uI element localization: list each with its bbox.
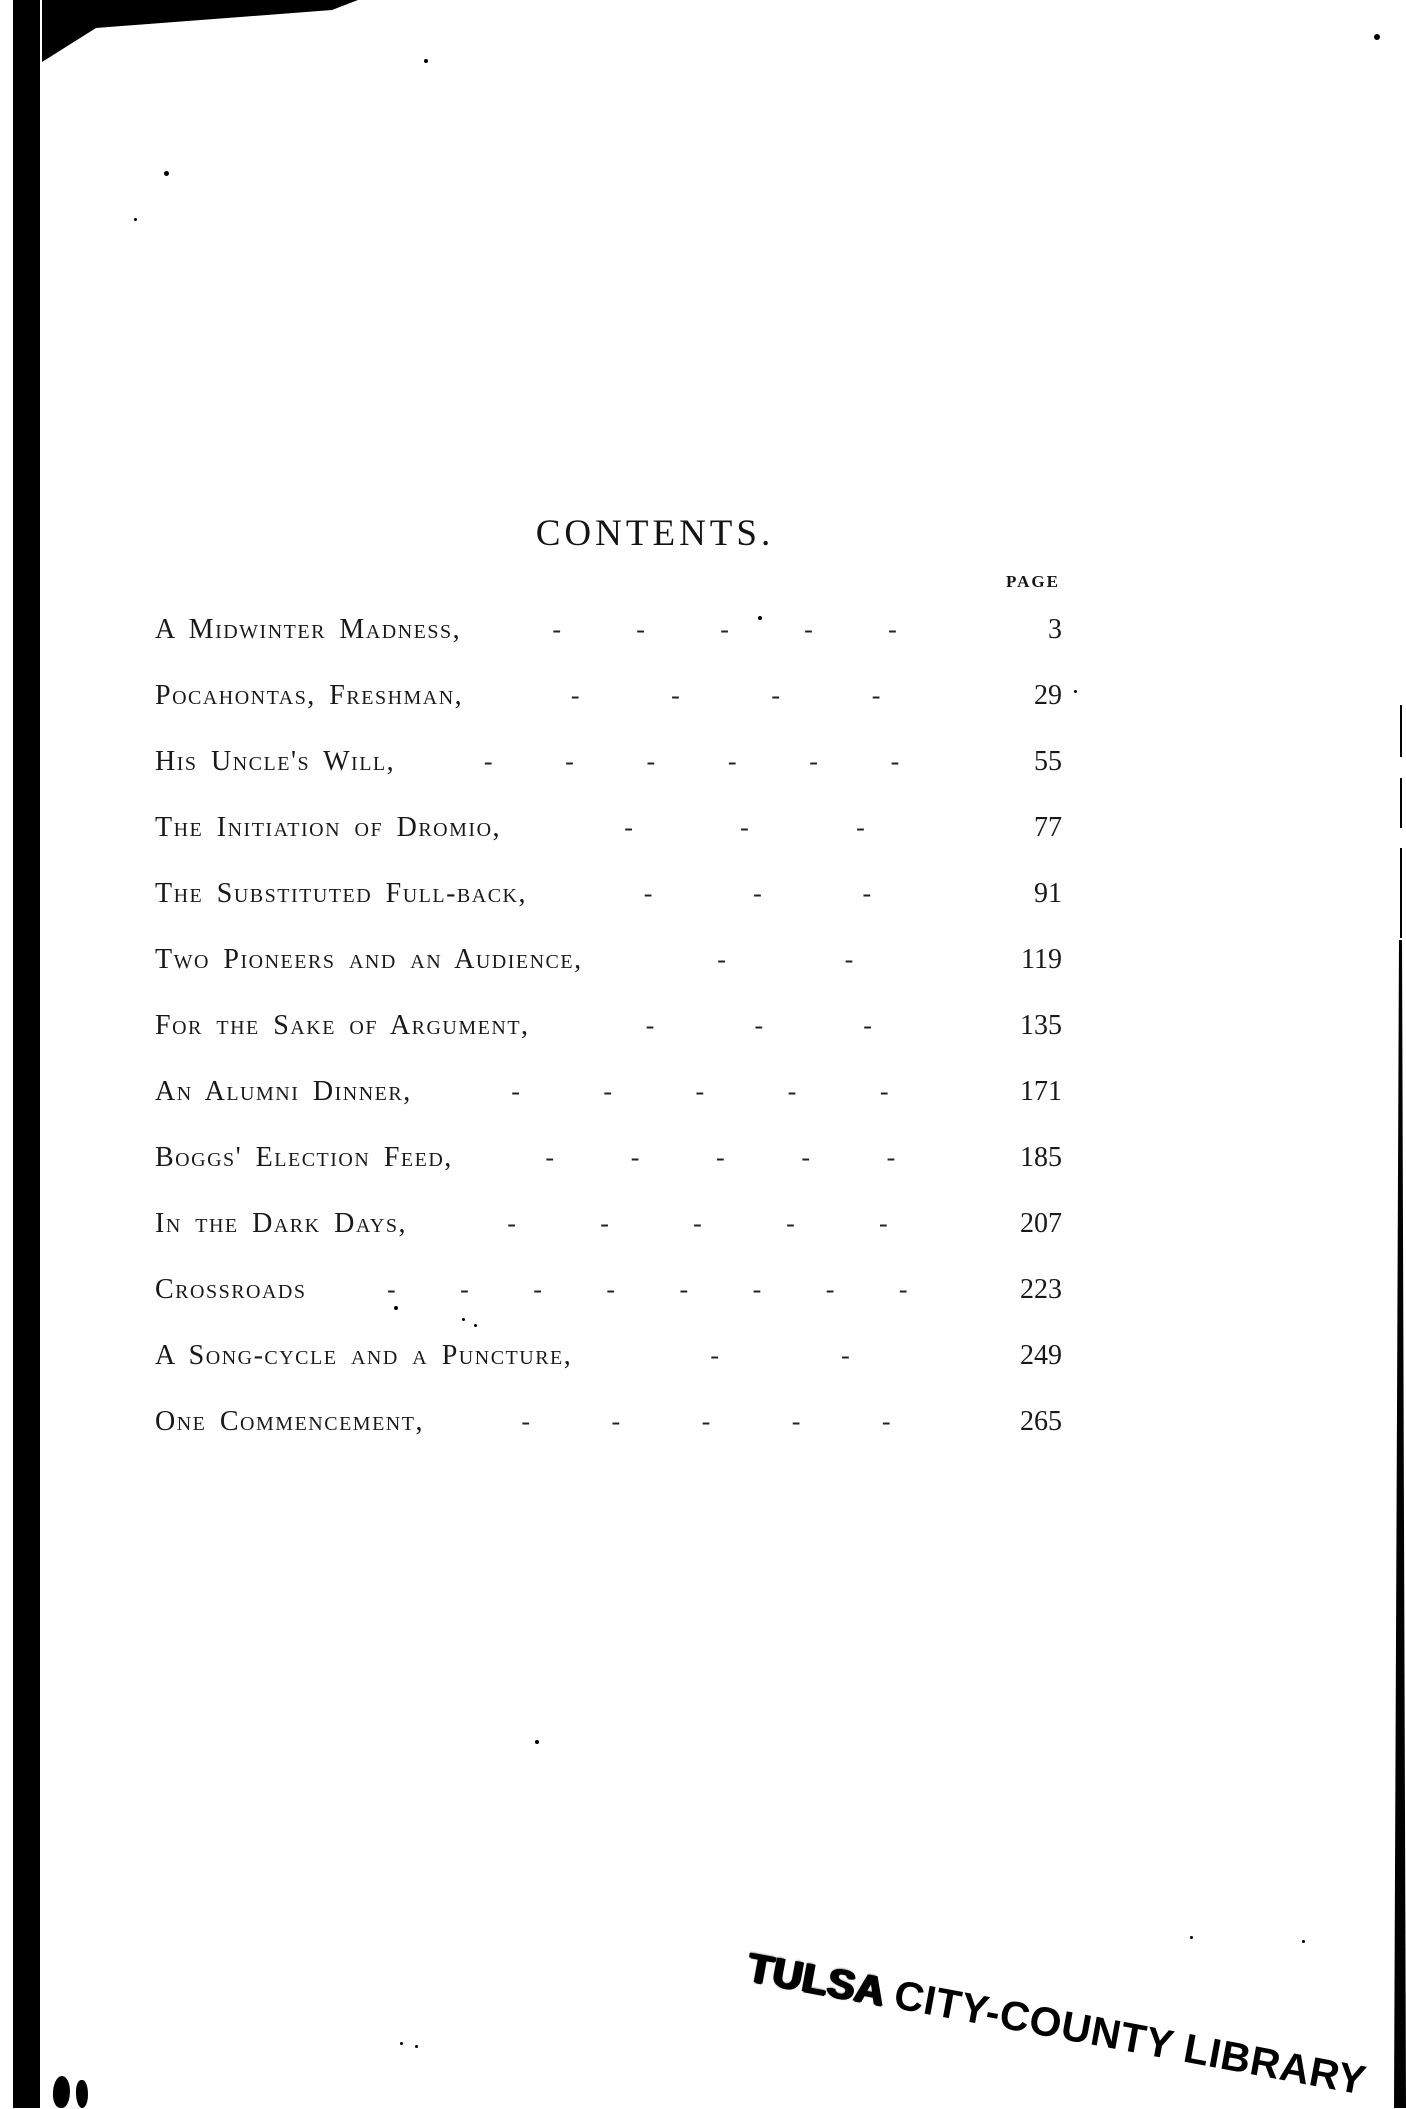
toc-entry-title: Pocahontas, Freshman, <box>155 680 464 711</box>
toc-row <box>155 993 1062 1059</box>
leader-dash: - <box>740 813 749 842</box>
leader-dash: - <box>727 747 737 776</box>
toc-entry-page-number: 207 <box>1020 1208 1062 1239</box>
leader-dash: - <box>752 1275 762 1304</box>
leader-dash: - <box>570 681 580 710</box>
leader-dash: - <box>611 1407 621 1436</box>
leader-dash: - <box>786 1209 795 1238</box>
toc-entry-page-number: 249 <box>1020 1340 1062 1371</box>
toc-entry-title: Two Pioneers and an Audience, <box>155 944 583 975</box>
toc-row <box>155 861 1062 927</box>
toc-leader-dashes <box>463 683 988 709</box>
scan-speck <box>164 171 169 176</box>
leader-dash: - <box>886 1143 896 1172</box>
toc-entry-title: For the Sake of Argument, <box>155 1010 530 1041</box>
toc-row <box>155 1059 1062 1125</box>
leader-dash: - <box>753 879 762 908</box>
scan-ink-blob <box>75 2080 89 2109</box>
toc-entry-page-number: 265 <box>1020 1406 1062 1437</box>
toc-entry-title: His Uncle's Will, <box>155 746 396 777</box>
toc-entry-page-number: 91 <box>1034 878 1062 909</box>
toc-entry-title: An Alumni Dinner, <box>155 1076 412 1107</box>
toc-entry-title: In the Dark Days, <box>155 1208 407 1239</box>
scan-speck <box>424 59 428 63</box>
leader-dash: - <box>630 1143 640 1172</box>
toc-entry-title: A Song-cycle and a Puncture, <box>155 1340 573 1371</box>
leader-dash: - <box>809 747 818 776</box>
leader-dash: - <box>716 1143 725 1172</box>
toc-leader-dashes <box>395 749 988 775</box>
leader-dash: - <box>624 813 633 842</box>
scan-speck <box>535 1740 539 1744</box>
leader-dash: - <box>507 1209 516 1238</box>
leader-dash: - <box>645 1011 655 1040</box>
scan-ink-blob <box>51 2075 71 2109</box>
leader-dash: - <box>879 1209 888 1238</box>
leader-dash: - <box>871 681 881 710</box>
toc-entry-title: One Commencement, <box>155 1406 424 1437</box>
scan-right-edge-line <box>1390 700 1406 2108</box>
leader-dash: - <box>771 681 781 710</box>
leader-dash: - <box>717 945 726 974</box>
leader-dash: - <box>754 1011 764 1040</box>
leader-dash: - <box>856 813 865 842</box>
leader-dash: - <box>552 615 562 644</box>
scan-speck <box>462 1318 465 1321</box>
scan-speck <box>474 1324 477 1327</box>
toc-entry-title: Crossroads <box>155 1274 307 1305</box>
leader-dash: - <box>565 747 574 776</box>
leader-dash: - <box>603 1077 613 1106</box>
toc-leader-dashes <box>530 1013 988 1039</box>
toc-leader-dashes <box>461 617 988 643</box>
leader-dash: - <box>643 879 653 908</box>
leader-dash: - <box>606 1275 615 1304</box>
leader-dash: - <box>545 1143 555 1172</box>
leader-dash: - <box>646 747 656 776</box>
leader-dash: - <box>879 1077 889 1106</box>
leader-dash: - <box>460 1275 469 1304</box>
toc-entry-title: The Substituted Full-back, <box>155 878 527 909</box>
leader-dash: - <box>787 1077 797 1106</box>
library-stamp <box>743 1944 1369 2105</box>
leader-dash: - <box>801 1143 811 1172</box>
scan-speck <box>134 218 137 221</box>
toc-leader-dashes <box>527 881 988 907</box>
toc-entry-page-number: 77 <box>1034 812 1062 843</box>
leader-dash: - <box>533 1275 542 1304</box>
toc-row <box>155 1125 1062 1191</box>
scan-speck <box>1374 34 1380 40</box>
scan-speck <box>1190 1936 1193 1939</box>
leader-dash: - <box>888 615 897 644</box>
toc-leader-dashes <box>501 815 988 841</box>
leader-dash: - <box>671 681 680 710</box>
toc-list <box>155 597 1062 1455</box>
leader-dash: - <box>636 615 645 644</box>
leader-dash: - <box>710 1341 720 1370</box>
leader-dash: - <box>841 1341 850 1370</box>
page-title: CONTENTS. <box>535 512 775 554</box>
leader-dash: - <box>521 1407 531 1436</box>
toc-entry-page-number: 3 <box>1048 614 1062 645</box>
toc-entry-page-number: 55 <box>1034 746 1062 777</box>
leader-dash: - <box>720 615 729 644</box>
leader-dash: - <box>825 1275 835 1304</box>
scan-speck <box>400 2042 403 2045</box>
toc-entry-title: A Midwinter Madness, <box>155 614 462 645</box>
leader-dash: - <box>693 1209 702 1238</box>
toc-row <box>155 927 1062 993</box>
toc-leader-dashes <box>583 947 988 973</box>
toc-leader-dashes <box>424 1409 988 1435</box>
toc-leader-dashes <box>572 1343 988 1369</box>
leader-dash: - <box>862 879 872 908</box>
scan-speck <box>415 2045 418 2048</box>
library-stamp-word: TULSA <box>743 1944 888 2015</box>
leader-dash: - <box>844 945 854 974</box>
toc-leader-dashes <box>412 1079 988 1105</box>
toc-row <box>155 597 1062 663</box>
scan-speck <box>758 616 762 620</box>
scan-top-wedge <box>0 0 400 70</box>
leader-dash: - <box>679 1275 689 1304</box>
toc-row <box>155 1323 1062 1389</box>
library-stamp-text: CITY-COUNTY LIBRARY <box>878 1969 1370 2104</box>
scan-speck <box>394 1306 398 1310</box>
toc-row <box>155 1191 1062 1257</box>
leader-dash: - <box>791 1407 801 1436</box>
scan-binding-bar <box>13 0 40 2108</box>
leader-dash: - <box>863 1011 872 1040</box>
scan-speck <box>1074 690 1077 693</box>
toc-entry-page-number: 185 <box>1020 1142 1062 1173</box>
toc-row <box>155 1257 1062 1323</box>
leader-dash: - <box>511 1077 520 1106</box>
leader-dash: - <box>890 747 900 776</box>
page-column-label: PAGE <box>1006 572 1060 591</box>
toc-entry-page-number: 135 <box>1020 1010 1062 1041</box>
toc-entry-title: The Initiation of Dromio, <box>155 812 502 843</box>
leader-dash: - <box>600 1209 609 1238</box>
toc-row <box>155 729 1062 795</box>
leader-dash: - <box>898 1275 908 1304</box>
leader-dash: - <box>386 1275 396 1304</box>
toc-row <box>155 1389 1062 1455</box>
leader-dash: - <box>483 747 493 776</box>
toc-leader-dashes <box>307 1277 989 1303</box>
toc-row <box>155 663 1062 729</box>
toc-entry-page-number: 223 <box>1020 1274 1062 1305</box>
toc-entry-title: Boggs' Election Feed, <box>155 1142 453 1173</box>
toc-entry-page-number: 29 <box>1034 680 1062 711</box>
leader-dash: - <box>695 1077 705 1106</box>
toc-leader-dashes <box>407 1211 988 1237</box>
leader-dash: - <box>804 615 813 644</box>
leader-dash: - <box>701 1407 711 1436</box>
toc-row <box>155 795 1062 861</box>
leader-dash: - <box>881 1407 891 1436</box>
toc-entry-page-number: 119 <box>1021 944 1062 975</box>
toc-entry-page-number: 171 <box>1020 1076 1062 1107</box>
toc-leader-dashes <box>453 1145 988 1171</box>
scan-speck <box>1302 1940 1305 1943</box>
